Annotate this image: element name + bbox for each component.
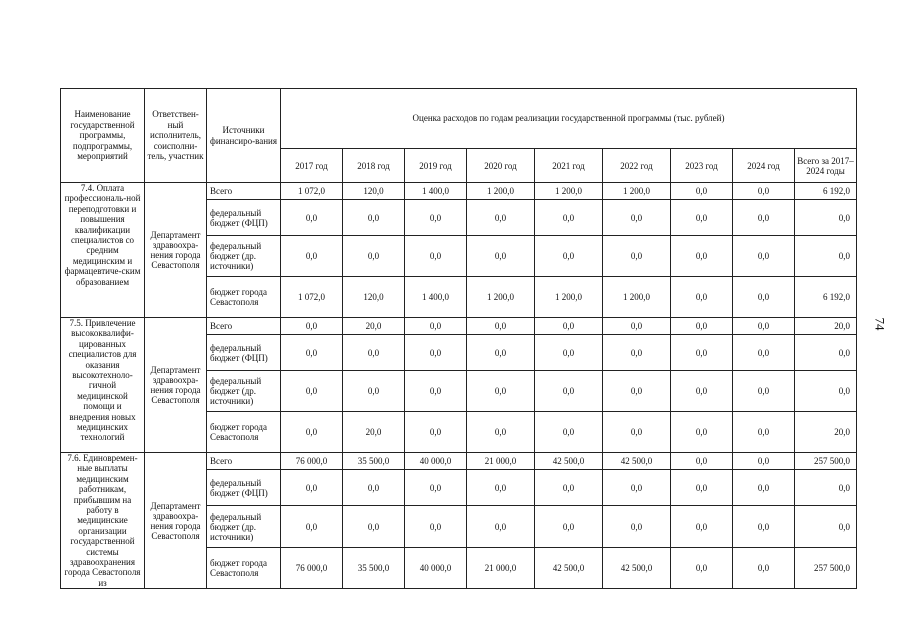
year-value-cell: 0,0 bbox=[343, 236, 405, 277]
year-value-cell: 0,0 bbox=[671, 335, 733, 371]
year-value-cell: 0,0 bbox=[671, 453, 733, 470]
year-value-cell: 0,0 bbox=[281, 506, 343, 547]
year-value-cell: 35 500,0 bbox=[343, 547, 405, 588]
year-value-cell: 0,0 bbox=[671, 183, 733, 200]
year-value-cell: 0,0 bbox=[733, 547, 795, 588]
total-value-cell: 0,0 bbox=[795, 506, 857, 547]
header-year: 2020 год bbox=[467, 149, 535, 183]
year-value-cell: 0,0 bbox=[733, 506, 795, 547]
year-value-cell: 0,0 bbox=[535, 506, 603, 547]
year-value-cell: 120,0 bbox=[343, 183, 405, 200]
measure-name: 7.4. Оплата профессиональ-ной переподготовки и повышения квалификации специалистов со средним медицинским и фармацевтиче-ским образованием bbox=[61, 183, 145, 318]
total-value-cell: 6 192,0 bbox=[795, 277, 857, 318]
total-value-cell: 0,0 bbox=[795, 335, 857, 371]
header-year: 2017 год bbox=[281, 149, 343, 183]
year-value-cell: 0,0 bbox=[405, 412, 467, 453]
funding-source: федеральный бюджет (др. источники) bbox=[207, 236, 281, 277]
year-value-cell: 0,0 bbox=[733, 318, 795, 335]
year-value-cell: 0,0 bbox=[733, 371, 795, 412]
year-value-cell: 0,0 bbox=[405, 371, 467, 412]
year-value-cell: 120,0 bbox=[343, 277, 405, 318]
total-value-cell: 6 192,0 bbox=[795, 183, 857, 200]
table-body bbox=[61, 183, 857, 589]
header-year: 2021 год bbox=[535, 149, 603, 183]
header-estimate: Оценка расходов по годам реализации государственной программы (тыс. рублей) bbox=[281, 89, 857, 149]
responsible-executor: Департамент здравоохра-нения города Севастополя bbox=[145, 318, 207, 453]
year-value-cell: 0,0 bbox=[535, 200, 603, 236]
year-value-cell: 0,0 bbox=[603, 236, 671, 277]
year-value-cell: 1 200,0 bbox=[603, 183, 671, 200]
year-value-cell: 0,0 bbox=[467, 506, 535, 547]
year-value-cell: 20,0 bbox=[343, 318, 405, 335]
program-expense-table-sheet bbox=[60, 88, 857, 589]
year-value-cell: 0,0 bbox=[467, 200, 535, 236]
year-value-cell: 0,0 bbox=[603, 506, 671, 547]
year-value-cell: 0,0 bbox=[603, 412, 671, 453]
header-year: 2022 год bbox=[603, 149, 671, 183]
funding-source: бюджет города Севастополя bbox=[207, 277, 281, 318]
year-value-cell: 0,0 bbox=[671, 236, 733, 277]
year-value-cell: 0,0 bbox=[281, 371, 343, 412]
total-value-cell: 20,0 bbox=[795, 318, 857, 335]
year-value-cell: 0,0 bbox=[405, 470, 467, 506]
program-expense-table bbox=[60, 88, 857, 589]
year-value-cell: 0,0 bbox=[671, 412, 733, 453]
year-value-cell: 0,0 bbox=[535, 335, 603, 371]
header-year: 2023 год bbox=[671, 149, 733, 183]
total-value-cell: 0,0 bbox=[795, 371, 857, 412]
responsible-executor: Департамент здравоохра-нения города Севастополя bbox=[145, 183, 207, 318]
year-value-cell: 0,0 bbox=[603, 470, 671, 506]
year-value-cell: 0,0 bbox=[603, 200, 671, 236]
year-value-cell: 0,0 bbox=[343, 470, 405, 506]
year-value-cell: 0,0 bbox=[405, 236, 467, 277]
year-value-cell: 0,0 bbox=[467, 412, 535, 453]
year-value-cell: 76 000,0 bbox=[281, 547, 343, 588]
year-value-cell: 76 000,0 bbox=[281, 453, 343, 470]
year-value-cell: 0,0 bbox=[281, 335, 343, 371]
funding-source: бюджет города Севастополя bbox=[207, 547, 281, 588]
year-value-cell: 0,0 bbox=[733, 412, 795, 453]
year-value-cell: 0,0 bbox=[603, 318, 671, 335]
total-value-cell: 0,0 bbox=[795, 470, 857, 506]
funding-source: федеральный бюджет (ФЦП) bbox=[207, 470, 281, 506]
year-value-cell: 0,0 bbox=[671, 200, 733, 236]
year-value-cell: 0,0 bbox=[281, 200, 343, 236]
total-value-cell: 0,0 bbox=[795, 200, 857, 236]
responsible-executor: Департамент здравоохра-нения города Севастополя bbox=[145, 453, 207, 589]
year-value-cell: 0,0 bbox=[733, 183, 795, 200]
year-value-cell: 0,0 bbox=[535, 412, 603, 453]
header-year: 2024 год bbox=[733, 149, 795, 183]
year-value-cell: 40 000,0 bbox=[405, 547, 467, 588]
year-value-cell: 0,0 bbox=[733, 277, 795, 318]
header-sources: Источники финансиро-вания bbox=[207, 89, 281, 183]
year-value-cell: 1 072,0 bbox=[281, 277, 343, 318]
year-value-cell: 35 500,0 bbox=[343, 453, 405, 470]
funding-source: федеральный бюджет (ФЦП) bbox=[207, 200, 281, 236]
total-value-cell: 257 500,0 bbox=[795, 547, 857, 588]
header-total: Всего за 2017–2024 годы bbox=[795, 149, 857, 183]
year-value-cell: 0,0 bbox=[535, 371, 603, 412]
year-value-cell: 0,0 bbox=[535, 236, 603, 277]
year-value-cell: 42 500,0 bbox=[535, 453, 603, 470]
year-value-cell: 0,0 bbox=[733, 200, 795, 236]
year-value-cell: 0,0 bbox=[671, 470, 733, 506]
year-value-cell: 0,0 bbox=[467, 470, 535, 506]
year-value-cell: 1 200,0 bbox=[535, 277, 603, 318]
funding-source: федеральный бюджет (др. источники) bbox=[207, 371, 281, 412]
year-value-cell: 0,0 bbox=[405, 200, 467, 236]
table-row bbox=[61, 183, 857, 200]
year-value-cell: 0,0 bbox=[405, 335, 467, 371]
year-value-cell: 0,0 bbox=[343, 200, 405, 236]
year-value-cell: 0,0 bbox=[671, 547, 733, 588]
table-row bbox=[61, 318, 857, 335]
header-year: 2018 год bbox=[343, 149, 405, 183]
funding-source: бюджет города Севастополя bbox=[207, 412, 281, 453]
year-value-cell: 0,0 bbox=[281, 412, 343, 453]
table-row bbox=[61, 453, 857, 470]
year-value-cell: 20,0 bbox=[343, 412, 405, 453]
measure-name: 7.5. Привлечение высококвалифи-цированных специалистов для оказания высокотехноло-гичной медицинской помощи и внедрения новых медицинских технологий bbox=[61, 318, 145, 453]
year-value-cell: 1 200,0 bbox=[467, 183, 535, 200]
total-value-cell: 0,0 bbox=[795, 236, 857, 277]
funding-source: Всего bbox=[207, 318, 281, 335]
measure-name: 7.6. Единовремен-ные выплаты медицинским работникам, прибывшим на работу в медицинские организации государственной системы здравоохранения города Севастополя из bbox=[61, 453, 145, 589]
year-value-cell: 0,0 bbox=[733, 236, 795, 277]
year-value-cell: 1 400,0 bbox=[405, 277, 467, 318]
header-name: Наименование государственной программы, подпрограммы, мероприятий bbox=[61, 89, 145, 183]
year-value-cell: 0,0 bbox=[343, 506, 405, 547]
year-value-cell: 0,0 bbox=[467, 371, 535, 412]
year-value-cell: 0,0 bbox=[535, 318, 603, 335]
year-value-cell: 0,0 bbox=[671, 277, 733, 318]
funding-source: федеральный бюджет (др. источники) bbox=[207, 506, 281, 547]
funding-source: Всего bbox=[207, 183, 281, 200]
year-value-cell: 1 200,0 bbox=[535, 183, 603, 200]
funding-source: Всего bbox=[207, 453, 281, 470]
year-value-cell: 0,0 bbox=[467, 236, 535, 277]
year-value-cell: 0,0 bbox=[281, 236, 343, 277]
year-value-cell: 0,0 bbox=[535, 470, 603, 506]
year-value-cell: 0,0 bbox=[733, 470, 795, 506]
header-year: 2019 год bbox=[405, 149, 467, 183]
year-value-cell: 42 500,0 bbox=[603, 547, 671, 588]
year-value-cell: 0,0 bbox=[733, 335, 795, 371]
year-value-cell: 0,0 bbox=[671, 318, 733, 335]
year-value-cell: 0,0 bbox=[467, 318, 535, 335]
total-value-cell: 257 500,0 bbox=[795, 453, 857, 470]
year-value-cell: 0,0 bbox=[671, 506, 733, 547]
year-value-cell: 0,0 bbox=[603, 371, 671, 412]
page-number: 74 bbox=[872, 317, 888, 331]
year-value-cell: 21 000,0 bbox=[467, 453, 535, 470]
year-value-cell: 0,0 bbox=[343, 371, 405, 412]
year-value-cell: 42 500,0 bbox=[603, 453, 671, 470]
year-value-cell: 1 400,0 bbox=[405, 183, 467, 200]
year-value-cell: 0,0 bbox=[733, 453, 795, 470]
year-value-cell: 0,0 bbox=[603, 335, 671, 371]
year-value-cell: 0,0 bbox=[281, 470, 343, 506]
year-value-cell: 0,0 bbox=[405, 318, 467, 335]
total-value-cell: 20,0 bbox=[795, 412, 857, 453]
year-value-cell: 1 072,0 bbox=[281, 183, 343, 200]
year-value-cell: 0,0 bbox=[281, 318, 343, 335]
year-value-cell: 0,0 bbox=[671, 371, 733, 412]
year-value-cell: 1 200,0 bbox=[603, 277, 671, 318]
year-value-cell: 42 500,0 bbox=[535, 547, 603, 588]
year-value-cell: 0,0 bbox=[405, 506, 467, 547]
funding-source: федеральный бюджет (ФЦП) bbox=[207, 335, 281, 371]
year-value-cell: 0,0 bbox=[343, 335, 405, 371]
year-value-cell: 40 000,0 bbox=[405, 453, 467, 470]
year-value-cell: 0,0 bbox=[467, 335, 535, 371]
header-responsible: Ответствен-ный исполнитель, соисполни-тель, участник bbox=[145, 89, 207, 183]
year-value-cell: 1 200,0 bbox=[467, 277, 535, 318]
year-value-cell: 21 000,0 bbox=[467, 547, 535, 588]
